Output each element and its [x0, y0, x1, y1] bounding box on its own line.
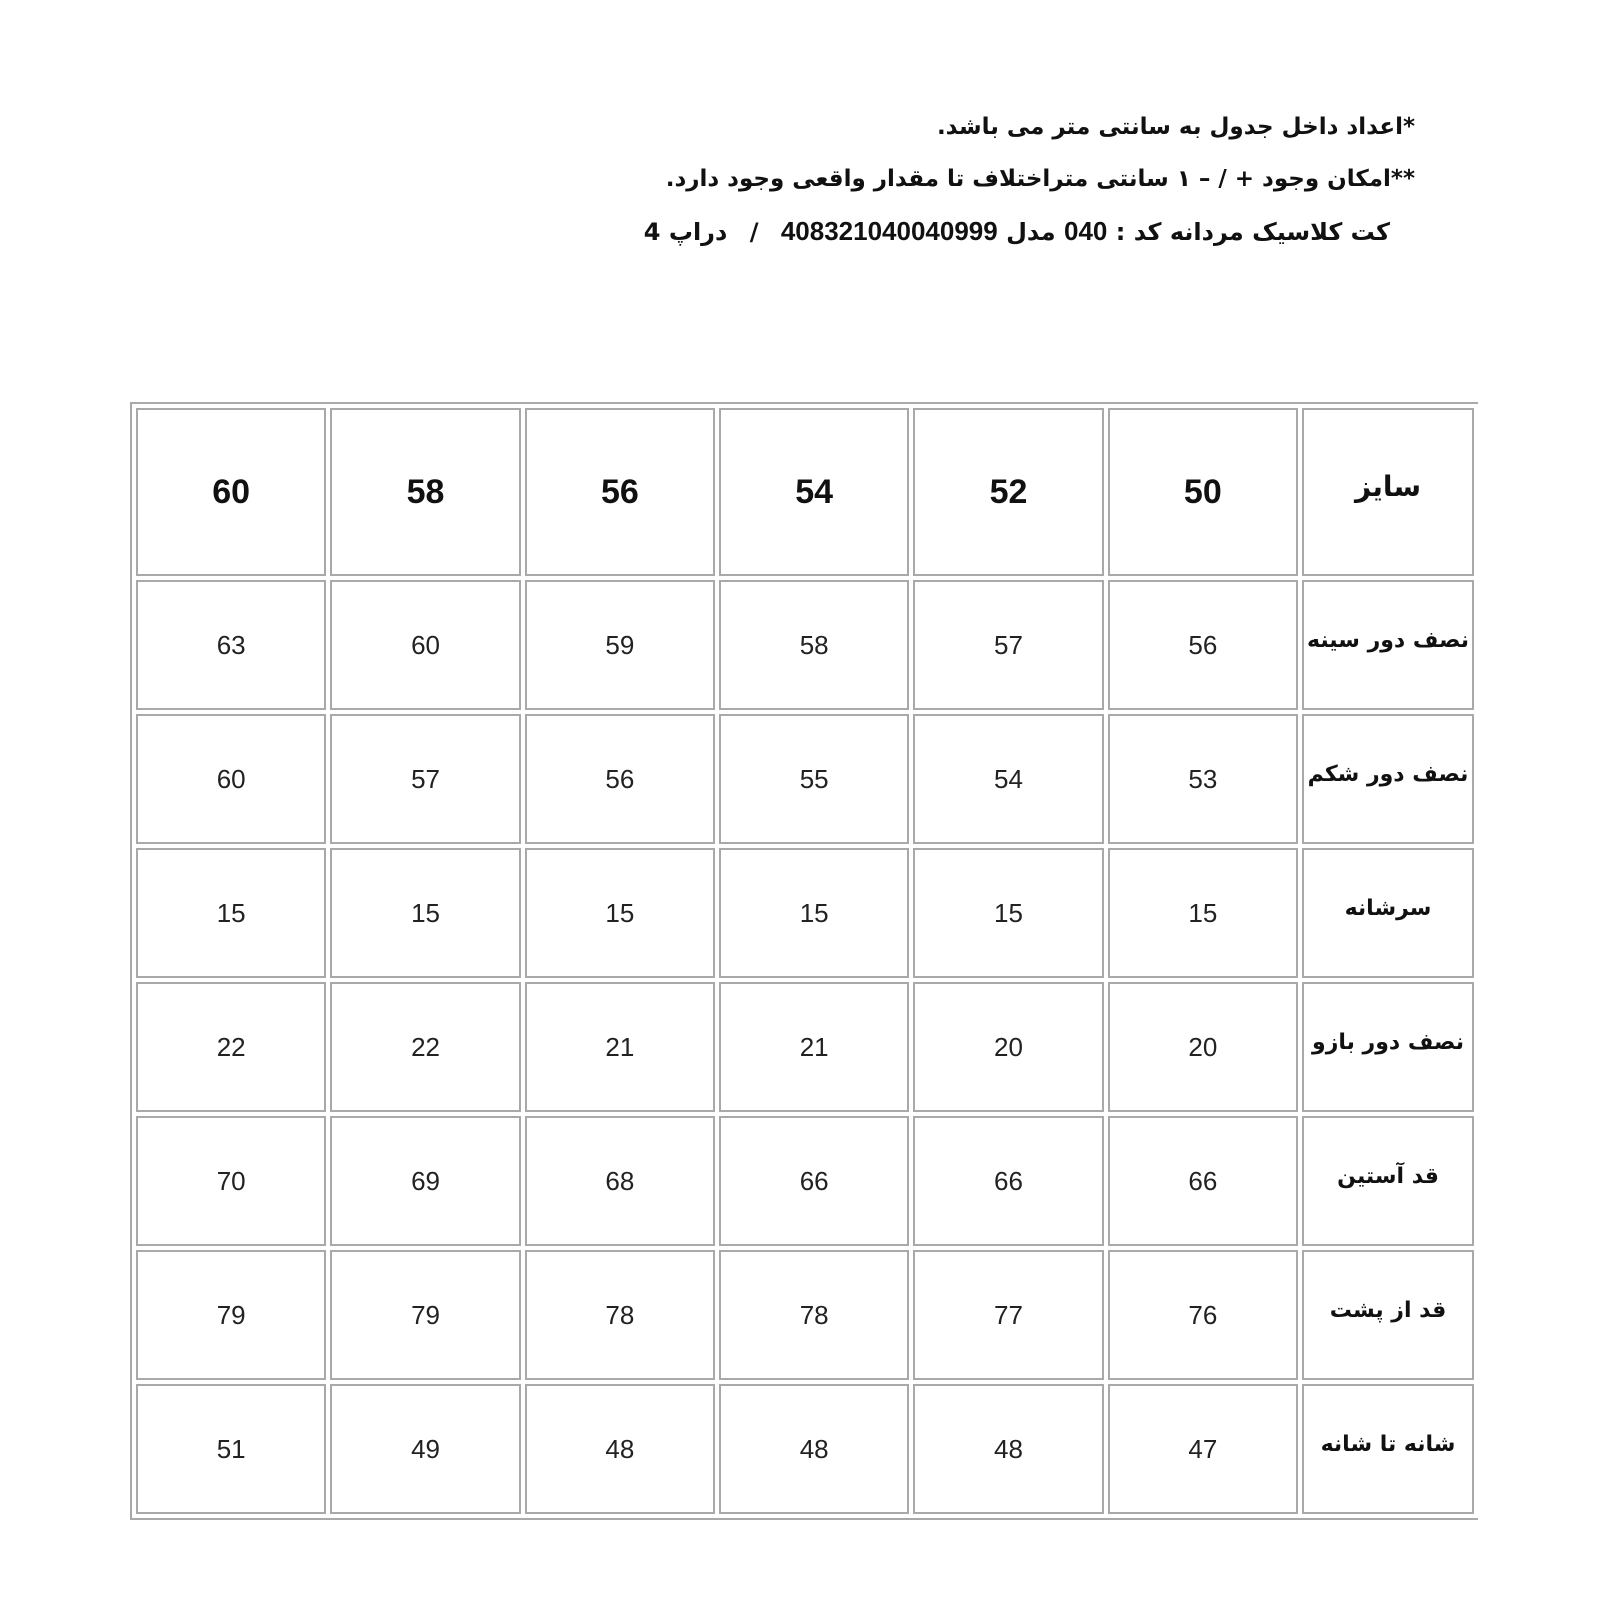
table-cell: 15: [525, 848, 715, 978]
table-cell: 70: [136, 1116, 326, 1246]
table-cell: 22: [330, 982, 520, 1112]
size-header: 52: [913, 408, 1103, 576]
table-cell: 77: [913, 1250, 1103, 1380]
table-cell: 15: [1108, 848, 1298, 978]
table-cell: 20: [913, 982, 1103, 1112]
table-row: [136, 714, 1474, 844]
notes-block: [515, 112, 1415, 269]
table-cell: 53: [1108, 714, 1298, 844]
row-label: نصف دور بازو: [1302, 982, 1474, 1112]
table-cell: 56: [1108, 580, 1298, 710]
table-cell: 63: [136, 580, 326, 710]
table-header-row: [136, 408, 1474, 576]
table-cell: 60: [330, 580, 520, 710]
row-label: نصف دور شکم: [1302, 714, 1474, 844]
table-cell: 56: [525, 714, 715, 844]
table-cell: 57: [913, 580, 1103, 710]
size-table: [130, 402, 1478, 1520]
table-row: [136, 1116, 1474, 1246]
size-header: 60: [136, 408, 326, 576]
row-label: قد آستین: [1302, 1116, 1474, 1246]
table-cell: 47: [1108, 1384, 1298, 1514]
size-header: 56: [525, 408, 715, 576]
table-row: [136, 848, 1474, 978]
table-cell: 15: [913, 848, 1103, 978]
table-cell: 15: [719, 848, 909, 978]
table-row: [136, 1250, 1474, 1380]
row-label: سرشانه: [1302, 848, 1474, 978]
drop-label: دراپ 4: [643, 218, 728, 246]
product-prefix: کت کلاسیک مردانه کد :: [1115, 218, 1390, 246]
size-header: 50: [1108, 408, 1298, 576]
table-cell: 15: [330, 848, 520, 978]
table-cell: 60: [136, 714, 326, 844]
table-cell: 78: [719, 1250, 909, 1380]
table-cell: 20: [1108, 982, 1298, 1112]
table-cell: 57: [330, 714, 520, 844]
table-cell: 51: [136, 1384, 326, 1514]
product-line: [515, 216, 1390, 247]
table-cell: 66: [913, 1116, 1103, 1246]
table-cell: 54: [913, 714, 1103, 844]
size-header: 58: [330, 408, 520, 576]
row-label: شانه تا شانه: [1302, 1384, 1474, 1514]
table-row: [136, 580, 1474, 710]
table-cell: 48: [525, 1384, 715, 1514]
table-cell: 15: [136, 848, 326, 978]
table-cell: 78: [525, 1250, 715, 1380]
note-tolerance: **امکان وجود + / – ۱ سانتی متراختلاف تا مقدار واقعی وجود دارد.: [665, 166, 1415, 192]
row-label: نصف دور سینه: [1302, 580, 1474, 710]
table-cell: 79: [330, 1250, 520, 1380]
table-cell: 49: [330, 1384, 520, 1514]
size-header: 54: [719, 408, 909, 576]
table-cell: 66: [719, 1116, 909, 1246]
model-label: مدل: [1006, 218, 1056, 246]
model-number: 408321040040999: [780, 216, 998, 246]
table-cell: 21: [719, 982, 909, 1112]
table-row: [136, 1384, 1474, 1514]
table-cell: 21: [525, 982, 715, 1112]
table-cell: 58: [719, 580, 909, 710]
row-label: قد از پشت: [1302, 1250, 1474, 1380]
separator: /: [749, 218, 759, 246]
table-cell: 69: [330, 1116, 520, 1246]
table-cell: 55: [719, 714, 909, 844]
table-cell: 68: [525, 1116, 715, 1246]
table-row: [136, 982, 1474, 1112]
table-cell: 79: [136, 1250, 326, 1380]
table-cell: 48: [719, 1384, 909, 1514]
size-table-container: [130, 402, 1478, 1520]
table-cell: 59: [525, 580, 715, 710]
table-cell: 22: [136, 982, 326, 1112]
table-cell: 76: [1108, 1250, 1298, 1380]
table-cell: 48: [913, 1384, 1103, 1514]
table-cell: 66: [1108, 1116, 1298, 1246]
product-code: 040: [1063, 216, 1108, 246]
note-units: *اعداد داخل جدول به سانتی متر می باشد.: [936, 114, 1415, 140]
size-header-label: سایز: [1302, 408, 1474, 576]
